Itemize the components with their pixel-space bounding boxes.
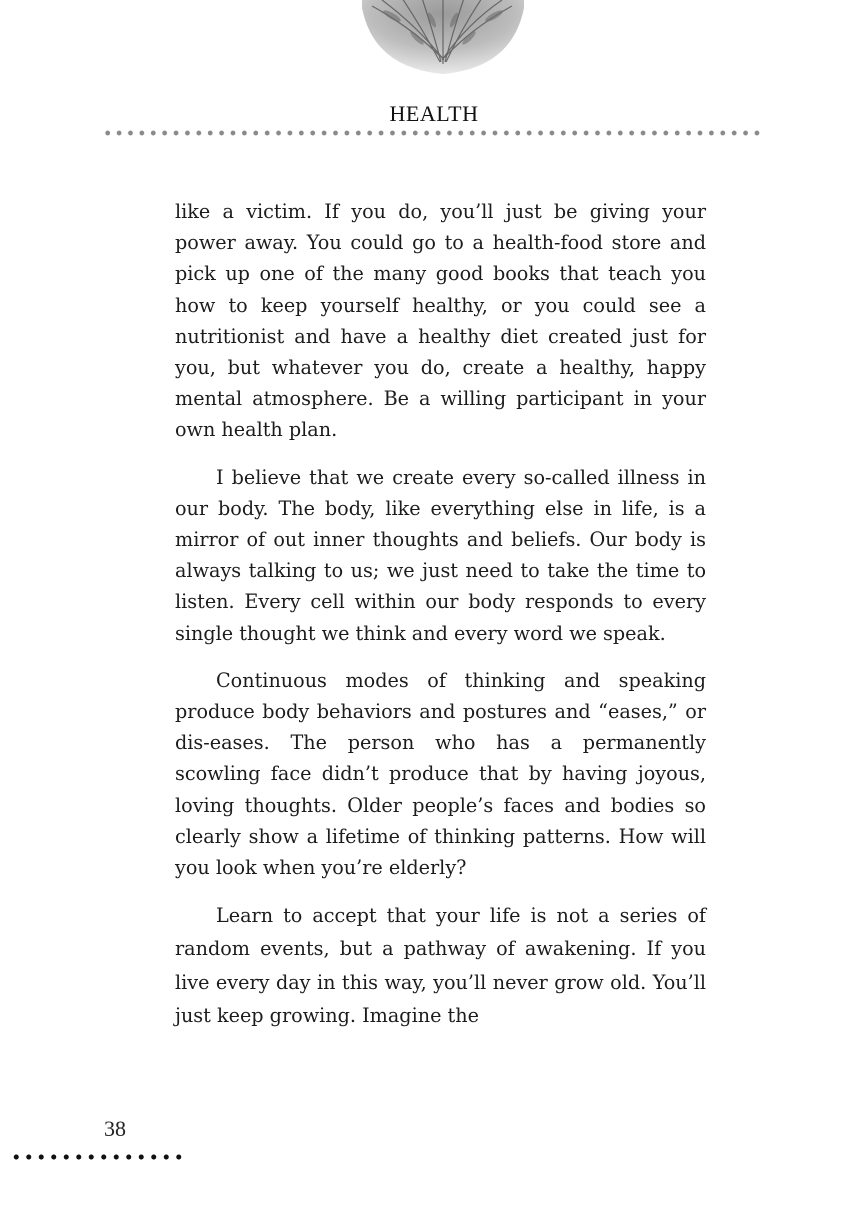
page-number: 38 xyxy=(104,1116,126,1141)
paragraph: I believe that we create every so-called illness in our body. The body, like everything else in life, is a mirror of out inner thoughts and beliefs. Our body is always talking to us; we just need to take the time to listen. Every cell within our body responds to every single thought we think and every word we speak. xyxy=(175,465,706,645)
paragraph: Learn to accept that your life is not a series of random events, but a pathway of awakening. If you live every day in this way, you’ll never grow old. You’ll just keep growing. Imagine the xyxy=(175,904,706,1027)
paragraph: Continuous modes of thinking and speaking produce body behaviors and postures and “eases,” or dis-eases. The person who has a permanently scowling face didn’t produce that by having joyous, loving thoughts. Older people’s faces and bodies so clearly show a lifetime of thinking patterns. How will you look when you’re elderly? xyxy=(175,668,706,880)
bottom-dotted-rule xyxy=(10,1154,186,1160)
paragraph: like a victim. If you do, you’ll just be giving your power away. You could go to a health-food store and pick up one of the many good books that teach you how to keep yourself healthy, or you could see a nutritionist and have a healthy diet created just for you, but whatever you do, create a healthy, happy mental atmosphere. Be a willing participant in your own health plan. xyxy=(175,200,706,442)
top-dotted-rule xyxy=(102,130,764,136)
running-head-title: HEALTH xyxy=(389,101,479,126)
plant-leaves-illustration-icon xyxy=(362,0,524,76)
body-text xyxy=(175,196,706,1048)
